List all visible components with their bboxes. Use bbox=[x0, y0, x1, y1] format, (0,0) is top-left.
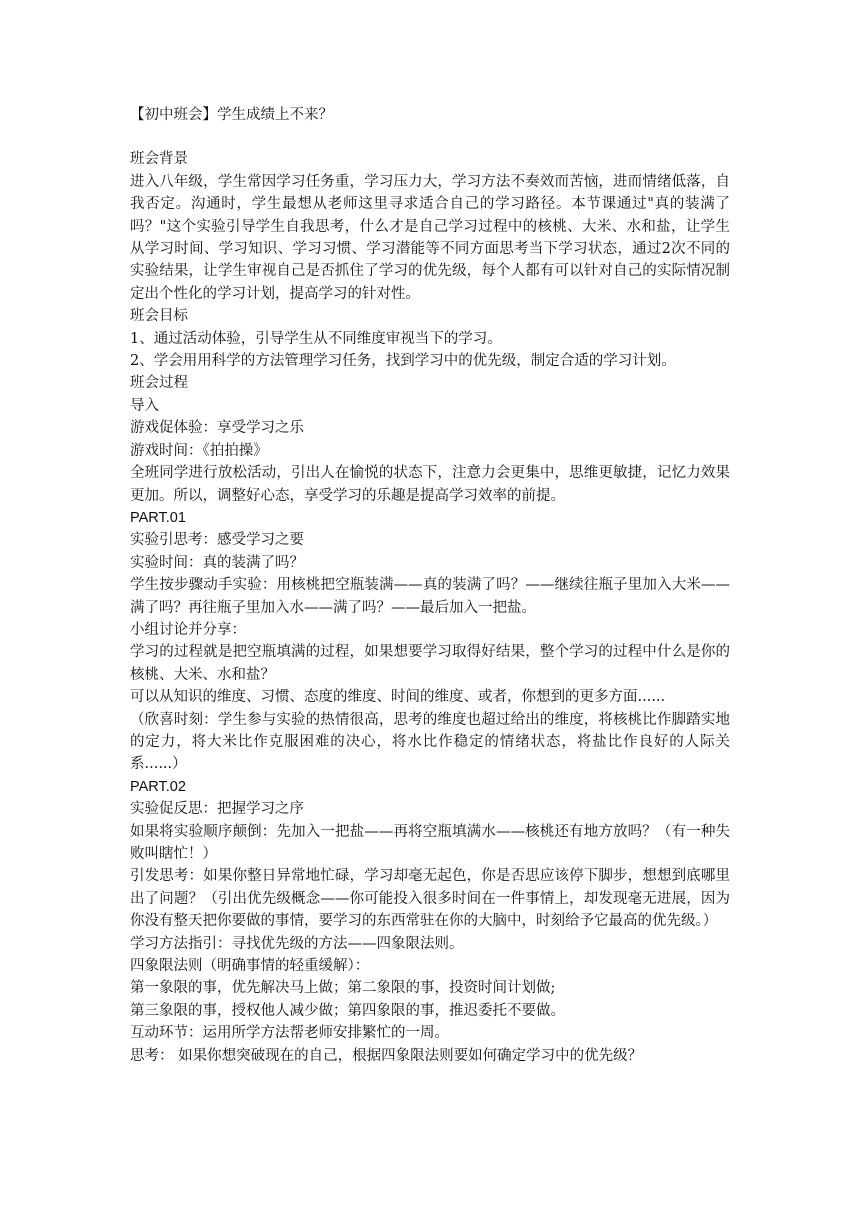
part1-line: 可以从知识的维度、习惯、态度的维度、时间的维度、或者，你想到的更多方面...... bbox=[130, 689, 666, 706]
intro-line: 全班同学进行放松活动，引出人在愉悦的状态下，注意力会更集中，思维更敏捷，记忆力效果更加。所以，调整好心态，享受学习的乐趣是提高学习效率的前提。 bbox=[130, 465, 730, 504]
part2-line: 学习方法指引：寻找优先级的方法——四象限法则。 bbox=[130, 935, 464, 952]
goal-item: 1、通过活动体验，引导学生从不同维度审视当下的学习。 bbox=[130, 330, 502, 347]
section-heading-background: 班会背景 bbox=[130, 151, 188, 168]
subheading-intro: 导入 bbox=[130, 397, 159, 414]
part2-line: 引发思考：如果你整日异常地忙碌，学习却毫无起色，你是否思应该停下脚步，想想到底哪里出了问题？（引出优先级概念——你可能投入很多时间在一件事情上，却发现毫无进展，因为你没有整天把你要做的事情，要学习的东西常驻在你的大脑中，时刻给予它最高的优先级。） bbox=[130, 868, 730, 930]
section-heading-goals: 班会目标 bbox=[130, 308, 188, 325]
part2-line: 实验促反思：把握学习之序 bbox=[130, 801, 304, 818]
part2-line: 第一象限的事，优先解决马上做；第二象限的事，投资时间计划做; bbox=[130, 980, 556, 997]
part-heading-02: PART.02 bbox=[130, 778, 186, 795]
part1-line: （欣喜时刻：学生参与实验的热情很高，思考的维度也超过给出的维度，将核桃比作脚踏实地的定力，将大米比作克服困难的决心，将水比作稳定的情绪状态，将盐比作良好的人际关系......） bbox=[130, 711, 730, 773]
part1-line: 小组讨论并分享： bbox=[130, 621, 246, 638]
part1-line: 实验引思考：感受学习之要 bbox=[130, 532, 304, 549]
part2-line: 第三象限的事，授权他人减少做；第四象限的事，推迟委托不要做。 bbox=[130, 1002, 565, 1019]
intro-line: 游戏时间：《拍拍操》 bbox=[130, 442, 268, 459]
goal-item: 2、学会用用科学的方法管理学习任务，找到学习中的优先级，制定合适的学习计划。 bbox=[130, 353, 676, 370]
part2-line: 互动环节：运用所学方法帮老师安排繁忙的一周。 bbox=[130, 1025, 449, 1042]
part1-line: 学习的过程就是把空瓶填满的过程，如果想要学习取得好结果，整个学习的过程中什么是你的核桃、大米、水和盐？ bbox=[130, 644, 730, 683]
part2-line: 四象限法则（明确事情的轻重缓解）： bbox=[130, 958, 370, 975]
part2-line: 如果将实验顺序颠倒：先加入一把盐——再将空瓶填满水——核桃还有地方放吗？（有一种失败叫瞎忙！） bbox=[130, 823, 730, 862]
intro-line: 游戏促体验：享受学习之乐 bbox=[130, 420, 304, 437]
part-heading-01: PART.01 bbox=[130, 509, 186, 526]
section-heading-process: 班会过程 bbox=[130, 375, 188, 392]
part1-line: 学生按步骤动手实验：用核桃把空瓶装满——真的装满了吗？——继续往瓶子里加入大米——满了吗？再往瓶子里加入水——满了吗？——最后加入一把盐。 bbox=[130, 577, 730, 616]
document-title: 【初中班会】学生成绩上不来？ bbox=[130, 107, 333, 123]
part2-line: 思考： 如果你想突破现在的自己，根据四象限法则要如何确定学习中的优先级？ bbox=[130, 1047, 643, 1064]
spacer bbox=[130, 126, 730, 148]
document-body bbox=[130, 104, 730, 1067]
part1-line: 实验时间：真的装满了吗？ bbox=[130, 554, 304, 571]
background-paragraph: 进入八年级，学生常因学习任务重，学习压力大，学习方法不奏效而苦恼，进而情绪低落，自我否定。沟通时，学生最想从老师这里寻求适合自己的学习路径。本节课通过"真的装满了吗？"这个实验引导学生自我思考，什么才是自己学习过程中的核桃、大米、水和盐，让学生从学习时间、学习知识、学习习惯、学习潜能等不同方面思考当下学习状态，通过2次不同的实验结果，让学生审视自己是否抓住了学习的优先级，每个人都有可以针对自己的实际情况制定出个性化的学习计划，提高学习的针对性。 bbox=[130, 173, 730, 302]
